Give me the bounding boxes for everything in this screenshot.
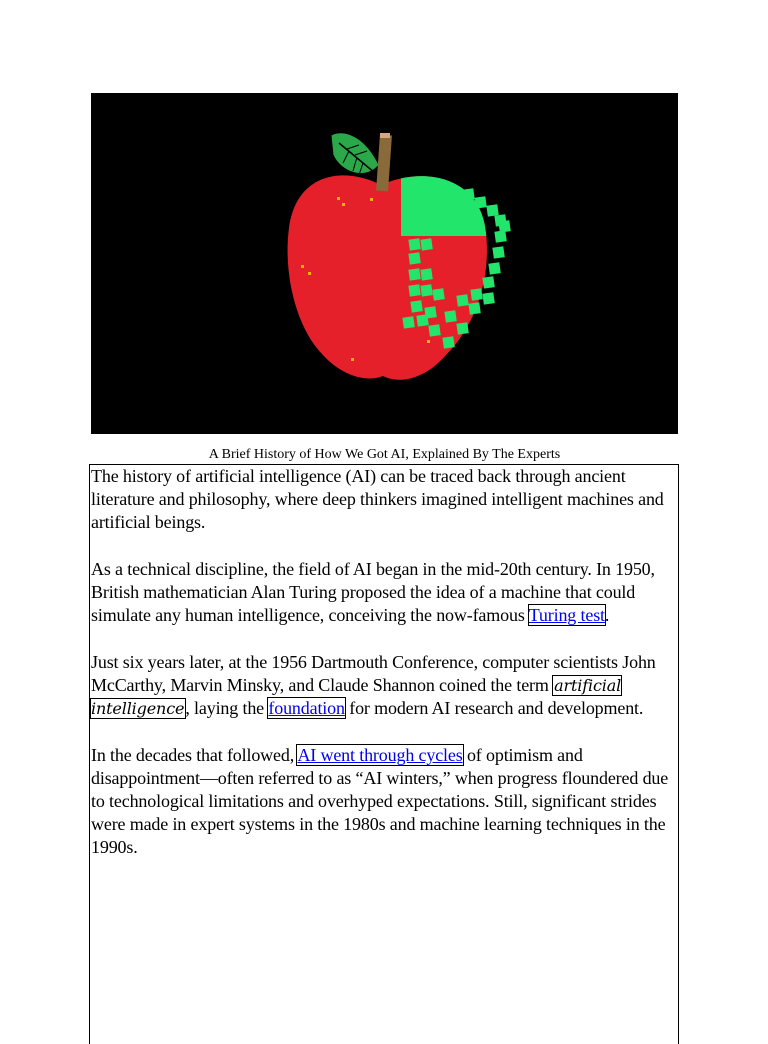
pixel-apple-icon [91, 93, 678, 434]
paragraph-2-text: As a technical discipline, the field of AI began in the mid-20th century. In 1950, British mathematician Alan Turing proposed the idea of a machine that could simulate any human intelligence, conceiving the now-famous [91, 559, 655, 625]
paragraph-2 [91, 558, 678, 627]
paragraph-4-text: In the decades that followed, [91, 745, 298, 765]
ai-cycles-link[interactable]: AI went through cycles [297, 745, 463, 765]
turing-test-link[interactable]: Turing test [528, 605, 605, 625]
foundation-link[interactable]: foundation [268, 698, 345, 718]
paragraph-1-text: The history of artificial intelligence (AI) can be traced back through ancient literature and philosophy, where deep thinkers imagined intelligent machines and artificial beings. [91, 466, 664, 532]
paragraph-2-end: . [604, 605, 610, 625]
image-caption: A Brief History of How We Got AI, Explained By The Experts [208, 447, 561, 462]
paragraph-3-end: for modern AI research and development. [344, 698, 644, 718]
term-artificial-intelligence: artificial intelligence [91, 676, 622, 718]
paragraph-4 [91, 744, 678, 859]
article-body [89, 464, 679, 1044]
paragraph-3 [91, 651, 678, 720]
hero-image [91, 93, 678, 434]
paragraph-3-text: Just six years later, at the 1956 Dartmouth Conference, computer scientists John McCarthy, Marvin Minsky, and Claude Shannon coined the term [91, 652, 656, 695]
paragraph-4-end: of optimism and disappointment—often referred to as “AI winters,” when progress floundered due to technological limitations and overhyped expectations. Still, significant strides were made in expert systems in the 1980s and machine learning techniques in the 1990s. [91, 745, 669, 857]
paragraph-1 [91, 465, 678, 534]
paragraph-3-mid: , laying the [185, 698, 269, 718]
